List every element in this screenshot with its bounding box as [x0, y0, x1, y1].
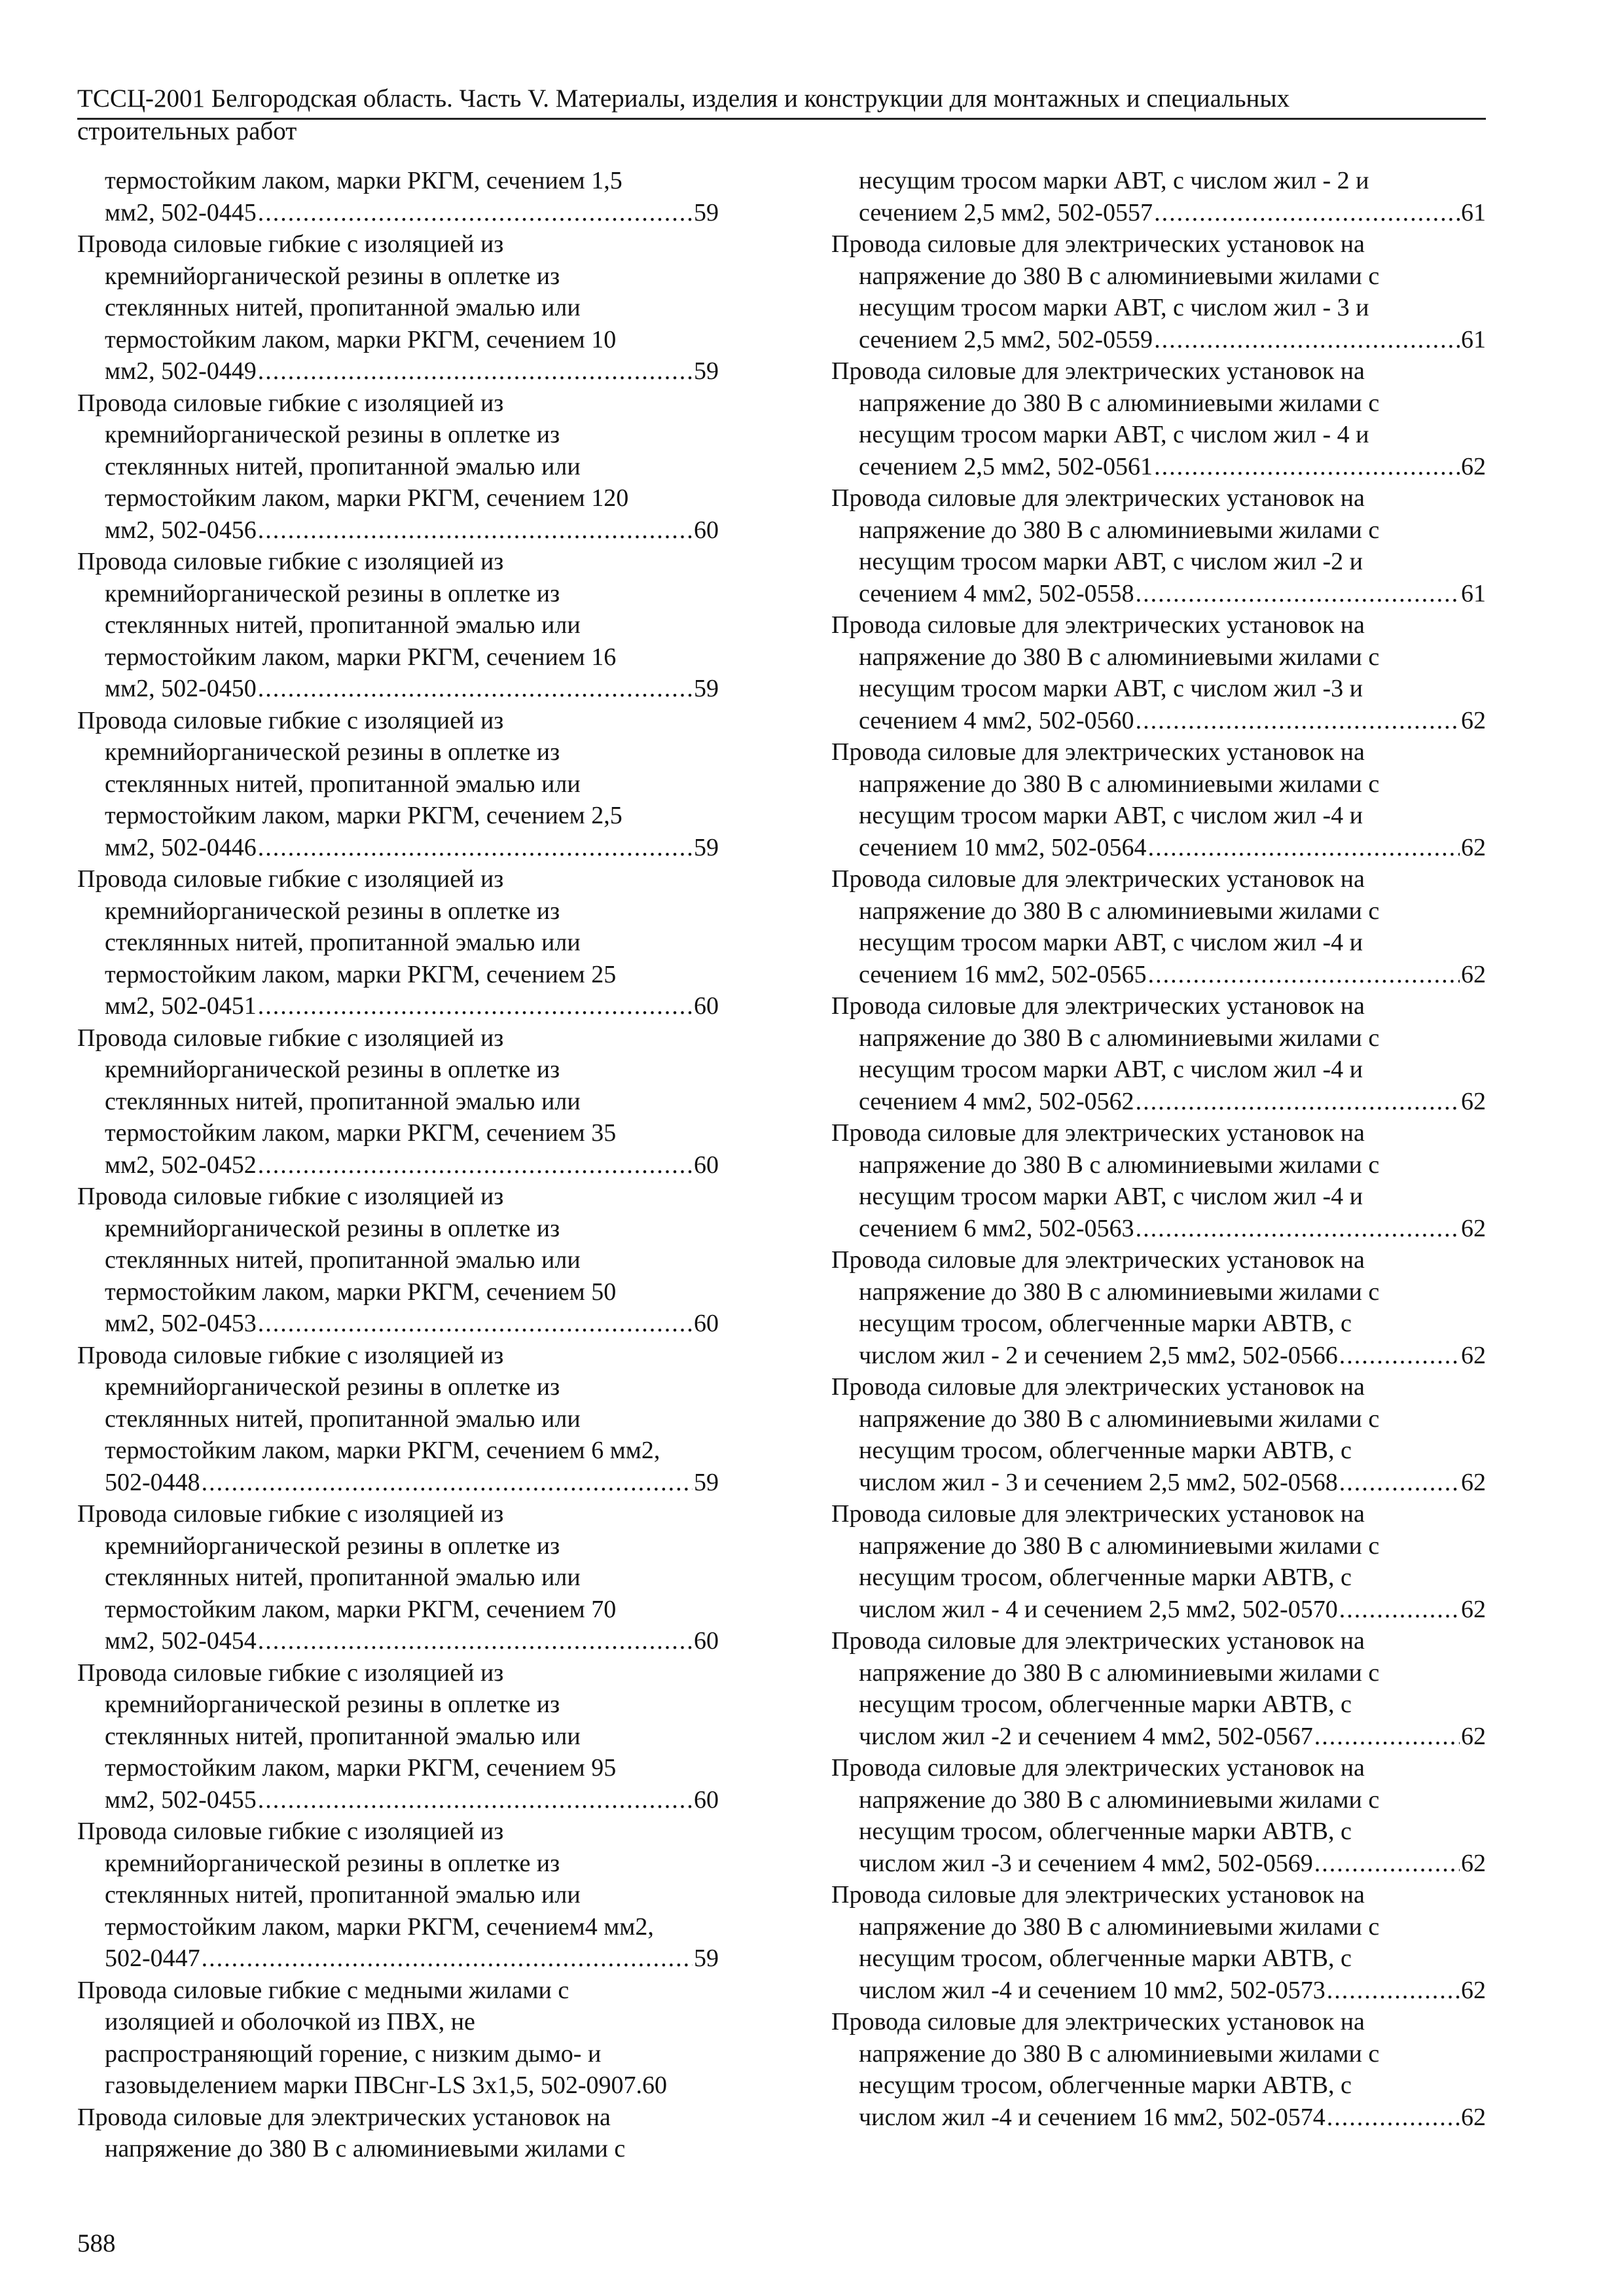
dot-leader — [1339, 1594, 1460, 1626]
dot-leader — [202, 1467, 693, 1499]
entry-page-ref: 62 — [1461, 1087, 1486, 1115]
entry-page-ref: .60 — [636, 2072, 667, 2099]
dot-leader — [258, 990, 693, 1022]
entry-line: напряжение до 380 В с алюминиевыми жилами с — [859, 1912, 1380, 1941]
entry-page-ref: 61 — [1461, 325, 1486, 353]
entry-title-line: Провода силовые для электрических установок на — [831, 1246, 1365, 1274]
entry-code: сечением 10 мм2, 502-0564 — [859, 833, 1147, 861]
entry-code: числом жил - 3 и сечением 2,5 мм2, 502-0568 — [859, 1468, 1338, 1496]
index-entry — [831, 2006, 1486, 2133]
entry-code: мм2, 502-0453 — [105, 1310, 257, 1337]
index-entry — [77, 1181, 719, 1340]
entry-last-line — [77, 1784, 719, 1816]
entry-line: распространяющий горение, с низким дымо- и — [105, 2039, 602, 2068]
entry-title-line: Провода силовые для электрических установок на — [831, 1627, 1365, 1655]
entry-line: несущим тросом марки АВТ, с числом жил - 3 и — [859, 294, 1369, 321]
entry-line: напряжение до 380 В с алюминиевыми жилами с — [105, 2135, 626, 2162]
entry-line: несущим тросом, облегченные марки АВТВ, с — [859, 1437, 1352, 1464]
entry-line: несущим тросом, облегченные марки АВТВ, с — [859, 1564, 1352, 1591]
index-entry — [831, 609, 1486, 736]
index-entry — [831, 990, 1486, 1117]
entry-code: сечением 2,5 мм2, 502-0561 — [859, 452, 1153, 480]
entry-title-line: Провода силовые гибкие с медными жилами с — [77, 1976, 569, 2004]
index-entry — [77, 1340, 719, 1499]
entry-page-ref: 62 — [1461, 706, 1486, 734]
entry-last-line — [77, 1467, 719, 1499]
entry-page-ref: 62 — [1461, 960, 1486, 988]
entry-line: кремнийорганической резины в оплетке из — [105, 1691, 560, 1718]
entry-line: несущим тросом марки АВТ, с числом жил -4 и — [859, 802, 1363, 829]
entry-line: стеклянных нитей, пропитанной эмалью или — [105, 1087, 581, 1115]
entry-last-line — [831, 1086, 1486, 1118]
index-entry — [831, 1117, 1486, 1244]
entry-code: 502-0447 — [105, 1945, 200, 1972]
dot-leader — [258, 1625, 693, 1657]
entry-title-line: Провода силовые гибкие с изоляцией из — [77, 706, 504, 734]
entry-page-ref: 61 — [1461, 579, 1486, 607]
entry-line: изоляцией и оболочкой из ПВХ, не — [105, 2008, 475, 2036]
index-entry — [77, 546, 719, 705]
entry-line: термостойким лаком, марки РКГМ, сечением 120 — [105, 484, 629, 512]
dot-leader — [258, 673, 693, 705]
entry-code: числом жил -4 и сечением 10 мм2, 502-0573 — [859, 1976, 1326, 2004]
dot-leader — [258, 514, 693, 547]
entry-page-ref: 59 — [694, 675, 719, 702]
entry-last-line — [77, 1625, 719, 1657]
entry-code: мм2, 502-0455 — [105, 1785, 257, 1814]
entry-title-line: Провода силовые для электрических установок на — [831, 611, 1365, 639]
entry-last-line — [831, 2102, 1486, 2134]
entry-line: напряжение до 380 В с алюминиевыми жилами с — [859, 1151, 1380, 1179]
entry-last-line — [831, 578, 1486, 610]
index-entry — [831, 165, 1486, 228]
entry-line: термостойким лаком, марки РКГМ, сечением 35 — [105, 1119, 617, 1147]
header-title-line1: ТССЦ-2001 Белгородская область. Часть V. Материалы, изделия и конструкции для монтажных и специальных — [77, 84, 1290, 113]
entry-page-ref: 59 — [694, 833, 719, 861]
dot-leader — [258, 1308, 693, 1340]
entry-last-line — [831, 197, 1486, 229]
entry-last-line — [77, 990, 719, 1022]
entry-code: мм2, 502-0446 — [105, 833, 257, 861]
entry-code: 502-0448 — [105, 1468, 200, 1496]
entry-page-ref: 62 — [1461, 1468, 1486, 1496]
header-title-line2: строительных работ — [77, 117, 297, 145]
entry-title-line: Провода силовые гибкие с изоляцией из — [77, 1183, 504, 1210]
entry-code: сечением 2,5 мм2, 502-0557 — [859, 198, 1153, 226]
entry-line: кремнийорганической резины в оплетке из — [105, 738, 560, 766]
entry-line: несущим тросом марки АВТ, с числом жил -2 и — [859, 548, 1363, 575]
entry-title-line: Провода силовые для электрических установок на — [831, 1881, 1365, 1909]
index-entry — [77, 1022, 719, 1181]
entry-line: стеклянных нитей, пропитанной эмалью или — [105, 294, 581, 321]
dot-leader — [1136, 705, 1460, 737]
entry-code: сечением 4 мм2, 502-0558 — [859, 579, 1134, 607]
index-entry — [831, 1752, 1486, 1879]
entry-line: напряжение до 380 В с алюминиевыми жилами с — [859, 1659, 1380, 1687]
entry-code: мм2, 502-0450 — [105, 675, 257, 702]
entry-code: мм2, 502-0451 — [105, 992, 257, 1020]
entry-line: несущим тросом, облегченные марки АВТВ, с — [859, 1310, 1352, 1337]
dot-leader — [1148, 832, 1460, 864]
entry-line: стеклянных нитей, пропитанной эмалью или — [105, 770, 581, 798]
entry-code: сечением 4 мм2, 502-0560 — [859, 706, 1134, 734]
entry-line: термостойким лаком, марки РКГМ, сечением 1,5 — [105, 167, 623, 194]
entry-last-line — [831, 1975, 1486, 2007]
entry-title-line: Провода силовые гибкие с изоляцией из — [77, 389, 504, 417]
entry-title-line: Провода силовые для электрических установок на — [831, 484, 1365, 512]
entry-title-line: Провода силовые гибкие с изоляцией из — [77, 1500, 504, 1528]
index-entry — [831, 1625, 1486, 1752]
dot-leader — [258, 1149, 693, 1181]
entry-code: сечением 2,5 мм2, 502-0559 — [859, 325, 1153, 353]
entry-page-ref: 59 — [694, 1945, 719, 1972]
entry-line: стеклянных нитей, пропитанной эмалью или — [105, 452, 581, 480]
dot-leader — [1327, 1975, 1460, 2007]
index-column-right — [831, 165, 1486, 2133]
entry-code: сечением 4 мм2, 502-0562 — [859, 1087, 1134, 1115]
index-entry — [831, 1498, 1486, 1625]
dot-leader — [1327, 2102, 1460, 2134]
entry-last-line — [831, 1721, 1486, 1753]
entry-page-ref: 62 — [1461, 1849, 1486, 1877]
entry-line: термостойким лаком, марки РКГМ, сечением 70 — [105, 1595, 617, 1623]
entry-last-line — [77, 1149, 719, 1181]
entry-line: несущим тросом марки АВТ, с числом жил -4 и — [859, 1056, 1363, 1083]
entry-last-line — [831, 1594, 1486, 1626]
entry-title-line: Провода силовые для электрических установок на — [831, 992, 1365, 1020]
entry-title-line: Провода силовые для электрических установок на — [831, 357, 1365, 385]
entry-last-line — [77, 197, 719, 229]
dot-leader — [1339, 1467, 1460, 1499]
dot-leader — [1154, 451, 1460, 483]
entry-code: числом жил -4 и сечением 16 мм2, 502-0574 — [859, 2103, 1326, 2131]
entry-line: несущим тросом марки АВТ, с числом жил -4 и — [859, 929, 1363, 956]
entry-line: несущим тросом, облегченные марки АВТВ, с — [859, 2072, 1352, 2099]
entry-page-ref: 62 — [1461, 1976, 1486, 2004]
entry-line: напряжение до 380 В с алюминиевыми жилами с — [859, 516, 1380, 544]
dot-leader — [202, 1943, 693, 1975]
entry-code: числом жил -2 и сечением 4 мм2, 502-0567 — [859, 1722, 1313, 1750]
index-entry — [77, 1657, 719, 1816]
entry-line: кремнийорганической резины в оплетке из — [105, 1056, 560, 1083]
entry-code: газовыделением марки ПВСнг-LS 3х1,5, 502-0907 — [105, 2072, 636, 2099]
entry-line: стеклянных нитей, пропитанной эмалью или — [105, 1246, 581, 1274]
dot-leader — [1136, 1086, 1460, 1118]
entry-line: напряжение до 380 В с алюминиевыми жилами с — [859, 1278, 1380, 1306]
entry-line: несущим тросом, облегченные марки АВТВ, с — [859, 1818, 1352, 1845]
entry-line: напряжение до 380 В с алюминиевыми жилами с — [859, 389, 1380, 417]
dot-leader — [1154, 197, 1460, 229]
entry-code: числом жил -3 и сечением 4 мм2, 502-0569 — [859, 1849, 1313, 1877]
entry-page-ref: 62 — [1461, 1341, 1486, 1369]
entry-last-line — [77, 1308, 719, 1340]
entry-line: напряжение до 380 В с алюминиевыми жилами с — [859, 1024, 1380, 1052]
dot-leader — [1314, 1721, 1460, 1753]
entry-title-line: Провода силовые гибкие с изоляцией из — [77, 230, 504, 258]
entry-page-ref: 62 — [1461, 452, 1486, 480]
entry-page-ref: 62 — [1461, 2103, 1486, 2131]
index-entry — [77, 1816, 719, 1975]
entry-line: термостойким лаком, марки РКГМ, сечением 10 — [105, 325, 617, 353]
index-entry — [77, 863, 719, 1022]
entry-line: кремнийорганической резины в оплетке из — [105, 1214, 560, 1242]
entry-line: кремнийорганической резины в оплетке из — [105, 262, 560, 290]
entry-line: несущим тросом марки АВТ, с числом жил - 2 и — [859, 167, 1369, 194]
entry-page-ref: 60 — [694, 992, 719, 1020]
entry-line: кремнийорганической резины в оплетке из — [105, 1373, 560, 1401]
entry-line: термостойким лаком, марки РКГМ, сечением 50 — [105, 1278, 617, 1306]
entry-last-line — [77, 832, 719, 864]
entry-title-line: Провода силовые для электрических установок на — [831, 738, 1365, 766]
entry-title-line: Провода силовые гибкие с изоляцией из — [77, 1341, 504, 1369]
entry-page-ref: 60 — [694, 516, 719, 544]
entry-title-line: Провода силовые гибкие с изоляцией из — [77, 1818, 504, 1845]
index-entry — [831, 1879, 1486, 2006]
index-entry — [831, 482, 1486, 609]
entry-line: стеклянных нитей, пропитанной эмалью или — [105, 1405, 581, 1433]
entry-line: напряжение до 380 В с алюминиевыми жилами с — [859, 643, 1380, 671]
dot-leader — [1136, 1213, 1460, 1245]
dot-leader — [1339, 1340, 1460, 1372]
index-column-left — [77, 165, 719, 2165]
entry-title-line: Провода силовые для электрических установок на — [77, 2103, 611, 2131]
entry-line: напряжение до 380 В с алюминиевыми жилами с — [859, 1405, 1380, 1433]
entry-title-line: Провода силовые для электрических установок на — [831, 230, 1365, 258]
entry-page-ref: 62 — [1461, 833, 1486, 861]
entry-title-line: Провода силовые для электрических установок на — [831, 865, 1365, 893]
index-entry — [77, 165, 719, 228]
entry-title-line: Провода силовые для электрических установок на — [831, 1373, 1365, 1401]
entry-line: кремнийорганической резины в оплетке из — [105, 579, 560, 607]
entry-line: напряжение до 380 В с алюминиевыми жилами с — [859, 262, 1380, 290]
dot-leader — [258, 832, 693, 864]
entry-line: стеклянных нитей, пропитанной эмалью или — [105, 929, 581, 956]
entry-last-line — [831, 705, 1486, 737]
entry-page-ref: 60 — [694, 1151, 719, 1179]
entry-code: сечением 6 мм2, 502-0563 — [859, 1214, 1134, 1242]
dot-leader — [1314, 1848, 1460, 1880]
entry-last-line — [831, 1213, 1486, 1245]
entry-line: несущим тросом, облегченные марки АВТВ, с — [859, 1691, 1352, 1718]
index-entry — [77, 2102, 719, 2165]
index-entry — [831, 736, 1486, 863]
entry-title-line: Провода силовые для электрических установок на — [831, 2008, 1365, 2036]
entry-last-line — [831, 1340, 1486, 1372]
index-entry — [77, 228, 719, 387]
entry-last-line — [831, 832, 1486, 864]
index-entry — [831, 1244, 1486, 1371]
dot-leader — [1148, 959, 1460, 991]
entry-line: несущим тросом марки АВТ, с числом жил - 4 и — [859, 421, 1369, 448]
dot-leader — [258, 1784, 693, 1816]
entry-code: мм2, 502-0456 — [105, 516, 257, 544]
entry-page-ref: 61 — [1461, 198, 1486, 226]
index-entry — [77, 1975, 719, 2102]
entry-last-line — [831, 1848, 1486, 1880]
entry-title-line: Провода силовые гибкие с изоляцией из — [77, 548, 504, 575]
entry-line: несущим тросом марки АВТ, с числом жил -3 и — [859, 675, 1363, 702]
entry-line: кремнийорганической резины в оплетке из — [105, 421, 560, 448]
entry-line: кремнийорганической резины в оплетке из — [105, 897, 560, 925]
entry-title-line: Провода силовые гибкие с изоляцией из — [77, 1659, 504, 1687]
entry-line: стеклянных нитей, пропитанной эмалью или — [105, 1722, 581, 1750]
entry-title-line: Провода силовые для электрических установок на — [831, 1119, 1365, 1147]
entry-line: напряжение до 380 В с алюминиевыми жилами с — [859, 770, 1380, 798]
entry-line: термостойким лаком, марки РКГМ, сечением 25 — [105, 960, 617, 988]
entry-code: числом жил - 4 и сечением 2,5 мм2, 502-0570 — [859, 1595, 1338, 1623]
entry-code: мм2, 502-0449 — [105, 357, 257, 385]
entry-page-ref: 60 — [694, 1785, 719, 1814]
entry-last-line — [831, 1467, 1486, 1499]
entry-last-line — [77, 514, 719, 547]
page-header — [77, 84, 1486, 145]
entry-last-line — [831, 324, 1486, 356]
entry-line: термостойким лаком, марки РКГМ, сечением 2,5 — [105, 802, 623, 829]
dot-leader — [258, 355, 693, 387]
index-entry — [77, 1498, 719, 1657]
index-entry — [77, 705, 719, 864]
entry-line: кремнийорганической резины в оплетке из — [105, 1532, 560, 1560]
entry-title-line: Провода силовые гибкие с изоляцией из — [77, 865, 504, 893]
entry-last-line — [831, 451, 1486, 483]
entry-page-ref: 62 — [1461, 1722, 1486, 1750]
index-entry — [831, 1371, 1486, 1498]
page-number: 588 — [77, 2229, 116, 2257]
entry-last-line — [77, 355, 719, 387]
entry-line: стеклянных нитей, пропитанной эмалью или — [105, 1881, 581, 1909]
dot-leader — [1136, 578, 1460, 610]
entry-page-ref: 62 — [1461, 1595, 1486, 1623]
entry-code: мм2, 502-0445 — [105, 198, 257, 226]
entry-last-line — [77, 2070, 719, 2102]
index-entry — [831, 863, 1486, 990]
index-entry — [831, 355, 1486, 482]
entry-line: кремнийорганической резины в оплетке из — [105, 1849, 560, 1877]
entry-page-ref: 60 — [694, 1627, 719, 1655]
index-entry — [831, 228, 1486, 355]
entry-line: стеклянных нитей, пропитанной эмалью или — [105, 1564, 581, 1591]
entry-line: несущим тросом марки АВТ, с числом жил -4 и — [859, 1183, 1363, 1210]
entry-page-ref: 59 — [694, 1468, 719, 1496]
entry-line: напряжение до 380 В с алюминиевыми жилами с — [859, 897, 1380, 925]
entry-code: мм2, 502-0454 — [105, 1627, 257, 1655]
dot-leader — [1154, 324, 1460, 356]
entry-title-line: Провода силовые для электрических установок на — [831, 1754, 1365, 1782]
entry-line: несущим тросом, облегченные марки АВТВ, с — [859, 1945, 1352, 1972]
entry-page-ref: 59 — [694, 357, 719, 385]
entry-last-line — [77, 673, 719, 705]
entry-code: числом жил - 2 и сечением 2,5 мм2, 502-0566 — [859, 1341, 1338, 1369]
entry-line: стеклянных нитей, пропитанной эмалью или — [105, 611, 581, 639]
entry-line: термостойким лаком, марки РКГМ, сечением 16 — [105, 643, 617, 671]
entry-page-ref: 62 — [1461, 1214, 1486, 1242]
entry-last-line — [831, 959, 1486, 991]
dot-leader — [258, 197, 693, 229]
entry-code: сечением 16 мм2, 502-0565 — [859, 960, 1147, 988]
entry-line: термостойким лаком, марки РКГМ, сечением 95 — [105, 1754, 617, 1782]
entry-code: мм2, 502-0452 — [105, 1151, 257, 1179]
entry-title-line: Провода силовые гибкие с изоляцией из — [77, 1024, 504, 1052]
entry-line: напряжение до 380 В с алюминиевыми жилами с — [859, 2039, 1380, 2068]
entry-line: напряжение до 380 В с алюминиевыми жилами с — [859, 1785, 1380, 1814]
entry-page-ref: 60 — [694, 1310, 719, 1337]
entry-page-ref: 59 — [694, 198, 719, 226]
index-entry — [77, 387, 719, 547]
entry-line: термостойким лаком, марки РКГМ, сечением 6 мм2, — [105, 1437, 660, 1464]
entry-line: термостойким лаком, марки РКГМ, сечением4 мм2, — [105, 1912, 654, 1941]
entry-title-line: Провода силовые для электрических установок на — [831, 1500, 1365, 1528]
entry-line: напряжение до 380 В с алюминиевыми жилами с — [859, 1532, 1380, 1560]
entry-last-line — [77, 1943, 719, 1975]
